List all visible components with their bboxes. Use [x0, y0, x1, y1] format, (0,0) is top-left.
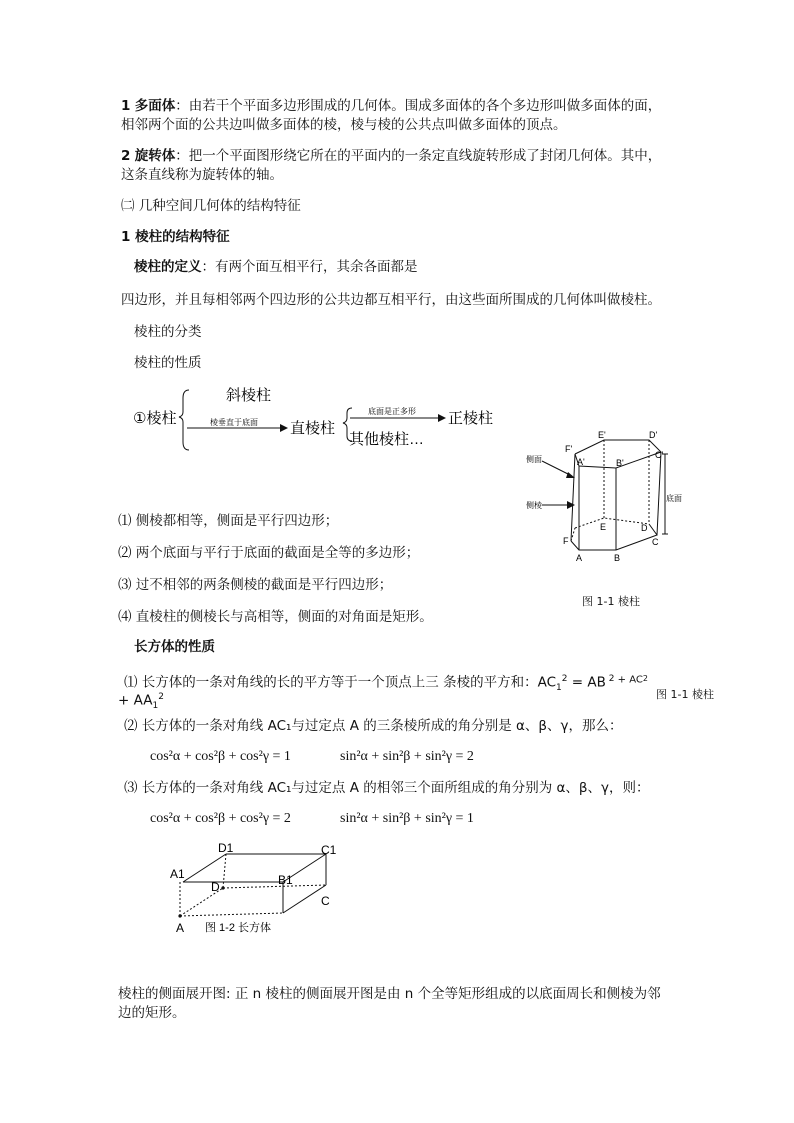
tree-other: 其他棱柱… [349, 431, 425, 448]
fig1-caption-duplicate: 图 1-1 棱柱 [656, 688, 714, 701]
classification-tree [125, 380, 515, 455]
fig1-vertex: F [563, 536, 569, 546]
tree-cond1: 棱垂直于底面 [210, 418, 258, 427]
prism-property-item: ⑶ 过不相邻的两条侧棱的截面是平行四边形； [118, 577, 393, 593]
c1-sup4: 2 [158, 692, 164, 702]
tree-right: 直棱柱 [290, 420, 336, 437]
revolution-text: ：把一个平面图形绕它所在的平面内的一条定直线旋转形成了封闭几何体。其中， [175, 148, 662, 164]
c1-text: ⑴ 长方体的一条对角线的长的平方等于一个顶点上三 条棱的平方和：AC [124, 674, 557, 691]
prism-structure-heading: 1 棱柱的结构特征 [121, 229, 230, 245]
fig1-vertex: F' [565, 444, 573, 454]
polyhedron-text: ：由若干个平面多边形围成的几何体。围成多面体的各个多边形叫做多面体的面， [175, 98, 662, 114]
fig1-base-label: 底面 [666, 494, 682, 503]
fig1-side-face-label: 侧面 [526, 455, 542, 464]
cuboid-property-1 [124, 670, 648, 697]
c1-sub2: 1 [152, 701, 159, 712]
fig1-lateral-edge-label: 侧棱 [526, 501, 542, 510]
fig2-caption: 图 1-2 长方体 [205, 922, 272, 934]
tree-regular: 正棱柱 [448, 410, 494, 427]
fig1-vertex: E [600, 522, 607, 532]
prism-property-item: ⑴ 侧棱都相等，侧面是平行四边形； [118, 513, 339, 529]
definition-cont: 四边形，并且每相邻两个四边形的公共边都互相平行，由这些面所围成的几何体叫做棱柱。 [121, 292, 661, 308]
tree-cond2: 底面是正多形 [368, 407, 416, 416]
section-heading: ㈡ 几种空间几何体的结构特征 [121, 198, 301, 214]
cuboid-property-2: ⑵ 长方体的一条对角线 AC₁与过定点 A 的三条棱所成的角分别是 α、β、γ，那么： [124, 718, 623, 734]
c1-sup1: 2 [561, 674, 568, 684]
revolution-term: 旋转体 [134, 148, 176, 164]
lateral-unfolding-cont: 边的矩形。 [118, 1005, 186, 1021]
fig2-vertex: C1 [321, 843, 337, 857]
lateral-unfolding-text: 棱柱的侧面展开图: 正 n 棱柱的侧面展开图是由 n 个全等矩形组成的以底面周长和侧棱为邻 [118, 986, 661, 1002]
fig1-vertex: E' [598, 430, 606, 440]
polyhedron-text-cont: 相邻两个面的公共边叫做多面体的棱，棱与棱的公共点叫做多面体的顶点。 [121, 117, 567, 133]
prism-property-item: ⑵ 两个底面与平行于底面的截面是全等的多边形； [118, 545, 420, 561]
fig1-vertex: A [576, 553, 583, 563]
prism-properties: 棱柱的性质 [134, 355, 202, 371]
fig1-caption: 图 1-1 棱柱 [582, 595, 640, 608]
fig1-vertex: B' [616, 458, 624, 468]
fig2-vertex: C [321, 894, 330, 908]
prism-classification: 棱柱的分类 [134, 324, 202, 340]
c1-mid: = AB [567, 674, 606, 691]
prism-definition [134, 258, 418, 276]
c1-line2: + AA [118, 692, 153, 709]
polyhedron-num: 1 [121, 98, 131, 114]
fig1-vertex: D [641, 523, 648, 533]
polyhedron-paragraph [121, 97, 661, 115]
tree-oblique: 斜棱柱 [226, 387, 272, 404]
prism-property-item: ⑷ 直棱柱的侧棱长与高相等，侧面的对角面是矩形。 [118, 609, 433, 625]
formula-cos-2: cos²α + cos²β + cos²γ = 2 [150, 811, 291, 826]
cuboid-property-3: ⑶ 长方体的一条对角线 AC₁与过定点 A 的相邻三个面所组成的角分别为 α、β、γ，则： [124, 780, 650, 796]
formula-cos-1: cos²α + cos²β + cos²γ = 1 [150, 749, 291, 764]
fig2-vertex: D1 [218, 841, 234, 855]
c1-sup2: 2 [605, 674, 615, 684]
definition-text: ：有两个面互相平行，其余各面都是 [201, 259, 418, 275]
cuboid-property-1-cont [118, 688, 164, 715]
c1-tail: + AC [614, 674, 643, 686]
fig2-vertex: A [176, 921, 185, 935]
formula-sin-2: sin²α + sin²β + sin²γ = 1 [340, 811, 474, 826]
fig1-vertex: C [652, 537, 659, 547]
cuboid-figure [168, 838, 358, 938]
fig1-vertex: C' [655, 450, 664, 460]
fig2-vertex: D [211, 880, 220, 894]
revolution-text-cont: 这条直线称为旋转体的轴。 [121, 167, 283, 183]
c1-sub1: 1 [556, 683, 562, 694]
polyhedron-term: 多面体 [134, 98, 176, 114]
fig2-vertex: B1 [278, 873, 293, 887]
fig2-vertex: A1 [170, 867, 185, 881]
revolution-num: 2 [121, 148, 131, 164]
fig1-vertex: A' [577, 457, 585, 467]
prism-figure [520, 428, 695, 583]
tree-root: ①棱柱 [133, 410, 177, 427]
c1-sup3: 2 [642, 674, 648, 683]
fig1-vertex: B [614, 553, 621, 563]
formula-sin-1: sin²α + sin²β + sin²γ = 2 [340, 749, 474, 764]
fig1-vertex: D' [649, 430, 658, 440]
solid-of-revolution-paragraph [121, 147, 661, 165]
cuboid-properties-heading: 长方体的性质 [134, 639, 215, 655]
definition-label: 棱柱的定义 [134, 259, 202, 275]
